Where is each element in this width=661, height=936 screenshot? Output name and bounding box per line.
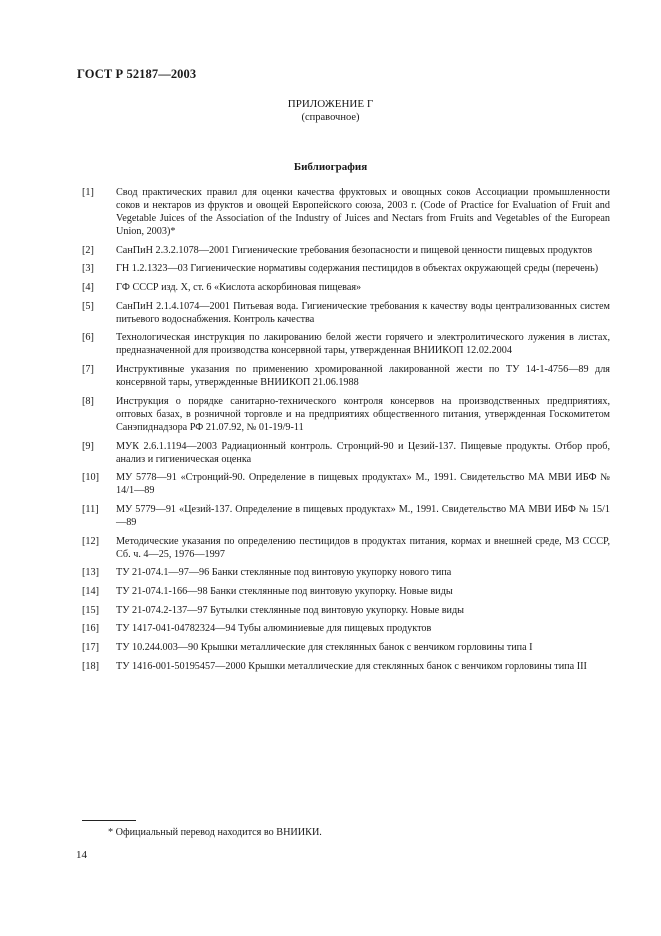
reference-number: [18] xyxy=(82,660,99,672)
reference-number: [3] xyxy=(82,263,94,275)
reference-number: [7] xyxy=(82,364,94,376)
reference-text: ГН 1.2.1323—03 Гигиенические нормативы содержания пестицидов в объектах окружающей среды (перечень) xyxy=(116,263,599,275)
reference-number: [2] xyxy=(82,244,94,256)
footnote: * Официальный перевод находится во ВНИИКИ. xyxy=(108,827,322,838)
reference-item xyxy=(82,585,610,598)
bibliography-list xyxy=(82,186,610,678)
reference-text: Методические указания по определению пестицидов в продуктах питания, кормах и внешней среде, МЗ СССР, Сб. ч. 4—25, 1976—1997 xyxy=(116,535,610,560)
reference-item xyxy=(82,281,610,294)
reference-item xyxy=(82,262,610,275)
reference-text: МУК 2.6.1.1194—2003 Радиационный контроль. Стронций-90 и Цезий-137. Пищевые продукты. Отбор проб, анализ и гигиеническая оценка xyxy=(116,440,610,465)
reference-item xyxy=(82,363,610,389)
reference-item xyxy=(82,566,610,579)
reference-number: [4] xyxy=(82,282,94,294)
reference-text: МУ 5778—91 «Стронций-90. Определение в пищевых продуктах» М., 1991. Свидетельство МА МВИ ИБФ № 14/1—89 xyxy=(116,472,610,497)
reference-item xyxy=(82,604,610,617)
page-number: 14 xyxy=(76,849,87,861)
reference-number: [5] xyxy=(82,300,94,312)
reference-number: [9] xyxy=(82,440,94,452)
reference-text: Инструктивные указания по применению хромированной лакированной жести по ТУ 14-1-4756—89 для консервной тары, утвержденные ВНИИКОП 21.06.1988 xyxy=(116,364,610,389)
appendix-heading xyxy=(0,97,661,125)
reference-text: ТУ 21-074.2-137—97 Бутылки стеклянные под винтовую укупорку. Новые виды xyxy=(116,604,465,616)
reference-text: ТУ 1417-041-04782324—94 Тубы алюминиевые для пищевых продуктов xyxy=(116,623,432,635)
reference-item xyxy=(82,331,610,357)
reference-number: [6] xyxy=(82,332,94,344)
reference-item xyxy=(82,395,610,434)
reference-item xyxy=(82,186,610,238)
reference-text: СанПиН 2.1.4.1074—2001 Питьевая вода. Гигиенические требования к качеству воды централизованных систем питьевого водоснабжения. Контроль качества xyxy=(116,300,610,325)
reference-text: МУ 5779—91 «Цезий-137. Определение в пищевых продуктах» М., 1991. Свидетельство МА МВИ ИБФ № 15/1—89 xyxy=(116,503,610,528)
reference-item xyxy=(82,244,610,257)
reference-number: [10] xyxy=(82,472,99,484)
reference-text: СанПиН 2.3.2.1078—2001 Гигиенические требования безопасности и пищевой ценности пищевых продуктов xyxy=(116,244,593,256)
reference-text: ТУ 21-074.1-166—98 Банки стеклянные под винтовую укупорку. Новые виды xyxy=(116,585,453,597)
reference-text: ГФ СССР изд. X, ст. 6 «Кислота аскорбиновая пищевая» xyxy=(116,282,362,294)
reference-number: [15] xyxy=(82,604,99,616)
reference-item xyxy=(82,503,610,529)
footnote-separator xyxy=(82,820,136,821)
reference-number: [8] xyxy=(82,395,94,407)
reference-item xyxy=(82,622,610,635)
reference-text: Технологическая инструкция по лакированию белой жести горячего и электролитического лужения в листах, предназначенной для производства консервной тары, утвержденная ВНИИКОП 12.02.2004 xyxy=(116,332,610,357)
reference-number: [12] xyxy=(82,535,99,547)
reference-item xyxy=(82,471,610,497)
reference-number: [13] xyxy=(82,567,99,579)
appendix-subtitle: (справочное) xyxy=(301,112,360,123)
reference-number: [14] xyxy=(82,585,99,597)
reference-number: [1] xyxy=(82,187,94,198)
reference-number: [11] xyxy=(82,503,99,515)
reference-text: Инструкция о порядке санитарно-технического контроля консервов на производственных предприятиях, оптовых базах, в розничной торговле и на предприятиях общественного питания, утвержденная Госкомитетом Санэпиднадзора РФ 21.07.92, № 01-19/9-11 xyxy=(116,395,610,433)
reference-text: Свод практических правил для оценки качества фруктовых и овощных соков Ассоциации промышленности соков и нектаров из фруктов и овощей Европейского союза, 2003 г. (Code of Practice for Evaluation of Fruit and Vegetable Juices of the Association of the Industry of Juices and Nectars from Fruits and Vegetables of the European Union, 2003)* xyxy=(116,187,610,237)
reference-item xyxy=(82,535,610,561)
reference-item xyxy=(82,660,610,673)
reference-item xyxy=(82,641,610,654)
reference-text: ТУ 1416-001-50195457—2000 Крышки металлические для стеклянных банок с венчиком горловины типа III xyxy=(116,660,587,672)
reference-number: [17] xyxy=(82,642,99,653)
reference-item xyxy=(82,440,610,466)
reference-text: ТУ 21-074.1—97—96 Банки стеклянные под винтовую укупорку нового типа xyxy=(116,567,452,579)
reference-text: ТУ 10.244.003—90 Крышки металлические для стеклянных банок с венчиком горловины типа I xyxy=(116,642,533,653)
document-code-header: ГОСТ Р 52187—2003 xyxy=(77,67,197,81)
reference-item xyxy=(82,300,610,326)
reference-number: [16] xyxy=(82,623,99,635)
appendix-title: ПРИЛОЖЕНИЕ Г xyxy=(287,98,374,110)
bibliography-title: Библиография xyxy=(293,161,368,173)
